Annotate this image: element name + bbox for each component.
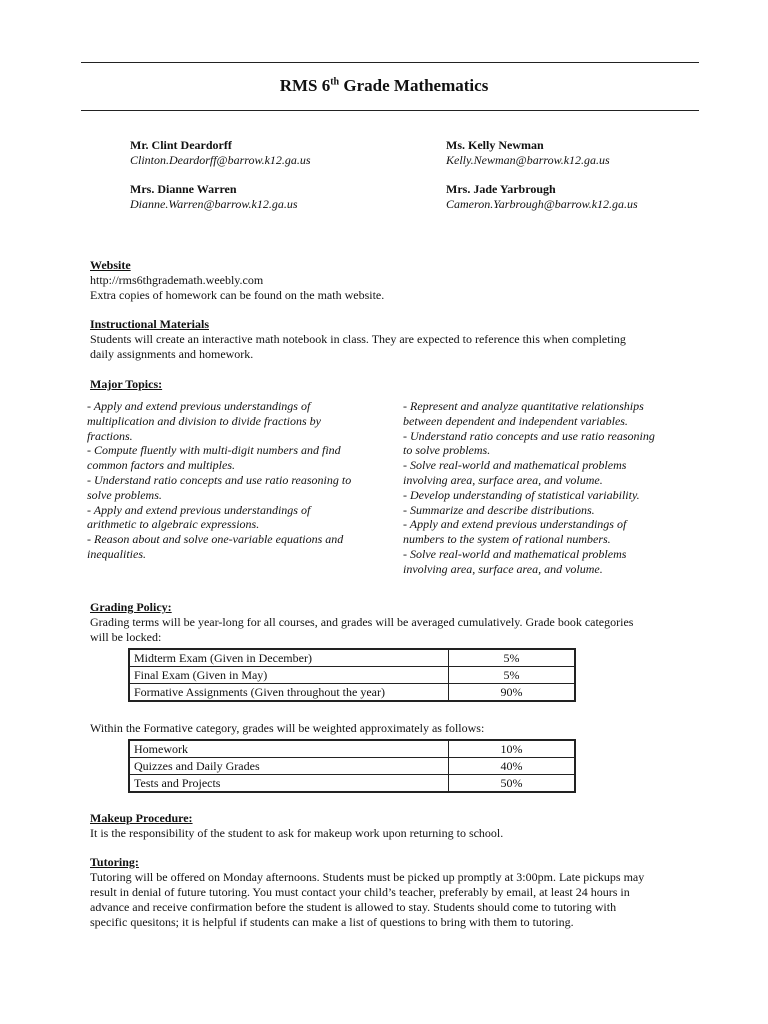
teacher-warren: [130, 182, 297, 212]
makeup-text: It is the responsibility of the student to ask for makeup work upon returning to school.: [90, 826, 504, 840]
grade-categories-table: [128, 648, 576, 702]
tutoring-line: advance and receive confirmation before the student is allowed to stay. Students should come to tutoring with: [90, 900, 617, 914]
dotted-divider: [81, 227, 703, 233]
topics-right-column: [403, 399, 703, 577]
topic-line: numbers to the system of rational numbers.: [403, 532, 611, 547]
topic-line: involving area, surface area, and volume.: [403, 561, 603, 576]
topic-line: - Compute fluently with multi-digit numbers and find: [87, 443, 341, 458]
teacher-email[interactable]: Clinton.Deardorff@barrow.k12.ga.us: [130, 153, 311, 167]
topics-heading: Major Topics:: [90, 377, 163, 391]
percent-cell: 5%: [449, 649, 576, 667]
percent-cell: 10%: [449, 740, 576, 758]
category-cell: Homework: [129, 740, 449, 758]
tutoring-line: result in denial of future tutoring. You must contact your child’s teacher, preferably by email, at least 24 hours in: [90, 885, 630, 899]
topic-line: - Summarize and describe distributions.: [403, 502, 595, 517]
table-row: [129, 649, 575, 667]
materials-section: [90, 317, 680, 362]
topic-line: arithmetic to algebraic expressions.: [87, 517, 260, 532]
website-section: [90, 258, 680, 303]
topic-line: - Develop understanding of statistical variability.: [403, 487, 640, 502]
topic-line: fractions.: [87, 428, 133, 443]
topic-line: to solve problems.: [403, 443, 491, 458]
teacher-name: Mrs. Dianne Warren: [130, 182, 237, 196]
formative-line: Within the Formative category, grades will be weighted approximately as follows:: [90, 721, 485, 735]
table-row: [129, 684, 575, 702]
title-rule: [81, 110, 699, 111]
topic-line: - Apply and extend previous understandings of: [87, 502, 311, 517]
topic-line: - Apply and extend previous understandings of: [87, 399, 311, 413]
topic-line: involving area, surface area, and volume.: [403, 472, 603, 487]
teacher-email[interactable]: Kelly.Newman@barrow.k12.ga.us: [446, 153, 610, 167]
topic-line: between dependent and independent variables.: [403, 413, 628, 428]
topic-line: common factors and multiples.: [87, 458, 235, 473]
teacher-email[interactable]: Dianne.Warren@barrow.k12.ga.us: [130, 197, 298, 211]
topic-line: multiplication and division to divide fractions by: [87, 413, 321, 428]
makeup-heading: Makeup Procedure:: [90, 811, 193, 825]
formative-weights-table: [128, 739, 576, 793]
category-cell: Quizzes and Daily Grades: [129, 758, 449, 775]
topic-line: - Solve real-world and mathematical problems: [403, 458, 627, 473]
grading-heading: Grading Policy:: [90, 600, 172, 614]
grading-line: Grading terms will be year-long for all courses, and grades will be averaged cumulatively. Grade book categories: [90, 615, 634, 629]
page-title: RMS 6th Grade Mathematics: [279, 76, 489, 95]
topics-left-column: [87, 399, 387, 562]
teacher-name: Mrs. Jade Yarbrough: [446, 182, 556, 196]
grading-section: [90, 600, 680, 645]
category-cell: Tests and Projects: [129, 775, 449, 793]
percent-cell: 5%: [449, 667, 576, 684]
materials-line: Students will create an interactive math notebook in class. They are expected to reference this when completing: [90, 332, 626, 346]
topic-line: - Understand ratio concepts and use ratio reasoning: [403, 428, 655, 443]
website-note: Extra copies of homework can be found on the math website.: [90, 288, 385, 302]
table-row: [129, 758, 575, 775]
tutoring-heading: Tutoring:: [90, 855, 139, 869]
makeup-section: [90, 811, 680, 841]
category-cell: Formative Assignments (Given throughout the year): [129, 684, 449, 702]
percent-cell: 90%: [449, 684, 576, 702]
tutoring-section: [90, 855, 700, 930]
category-cell: Final Exam (Given in May): [129, 667, 449, 684]
topics-section: [90, 377, 680, 392]
formative-note: [90, 721, 680, 736]
teacher-name: Mr. Clint Deardorff: [130, 138, 232, 152]
topic-line: inequalities.: [87, 546, 146, 561]
teacher-email[interactable]: Cameron.Yarbrough@barrow.k12.ga.us: [446, 197, 638, 211]
table-row: [129, 775, 575, 793]
teacher-newman: [446, 138, 610, 168]
topic-line: - Represent and analyze quantitative relationships: [403, 399, 644, 413]
percent-cell: 50%: [449, 775, 576, 793]
teacher-name: Ms. Kelly Newman: [446, 138, 544, 152]
tutoring-line: specific quesitons; it is helpful if students can make a list of questions to bring with them to tutoring.: [90, 915, 574, 929]
category-cell: Midterm Exam (Given in December): [129, 649, 449, 667]
teacher-yarbrough: [446, 182, 638, 212]
grading-line: will be locked:: [90, 630, 162, 644]
tutoring-line: Tutoring will be offered on Monday afternoons. Students must be picked up promptly at 3:00pm. Late pickups may: [90, 870, 645, 884]
topic-line: solve problems.: [87, 487, 162, 502]
topic-line: - Reason about and solve one-variable equations and: [87, 532, 344, 547]
table-row: [129, 740, 575, 758]
topic-line: - Solve real-world and mathematical problems: [403, 546, 627, 561]
topic-line: - Apply and extend previous understandings of: [403, 517, 627, 532]
website-heading: Website: [90, 258, 131, 272]
materials-line: daily assignments and homework.: [90, 347, 254, 361]
percent-cell: 40%: [449, 758, 576, 775]
materials-heading: Instructional Materials: [90, 317, 209, 331]
website-url[interactable]: http://rms6thgrademath.weebly.com: [90, 273, 264, 287]
teacher-deardorff: [130, 138, 311, 168]
table-row: [129, 667, 575, 684]
top-rule: [81, 62, 699, 63]
topic-line: - Understand ratio concepts and use ratio reasoning to: [87, 472, 352, 487]
